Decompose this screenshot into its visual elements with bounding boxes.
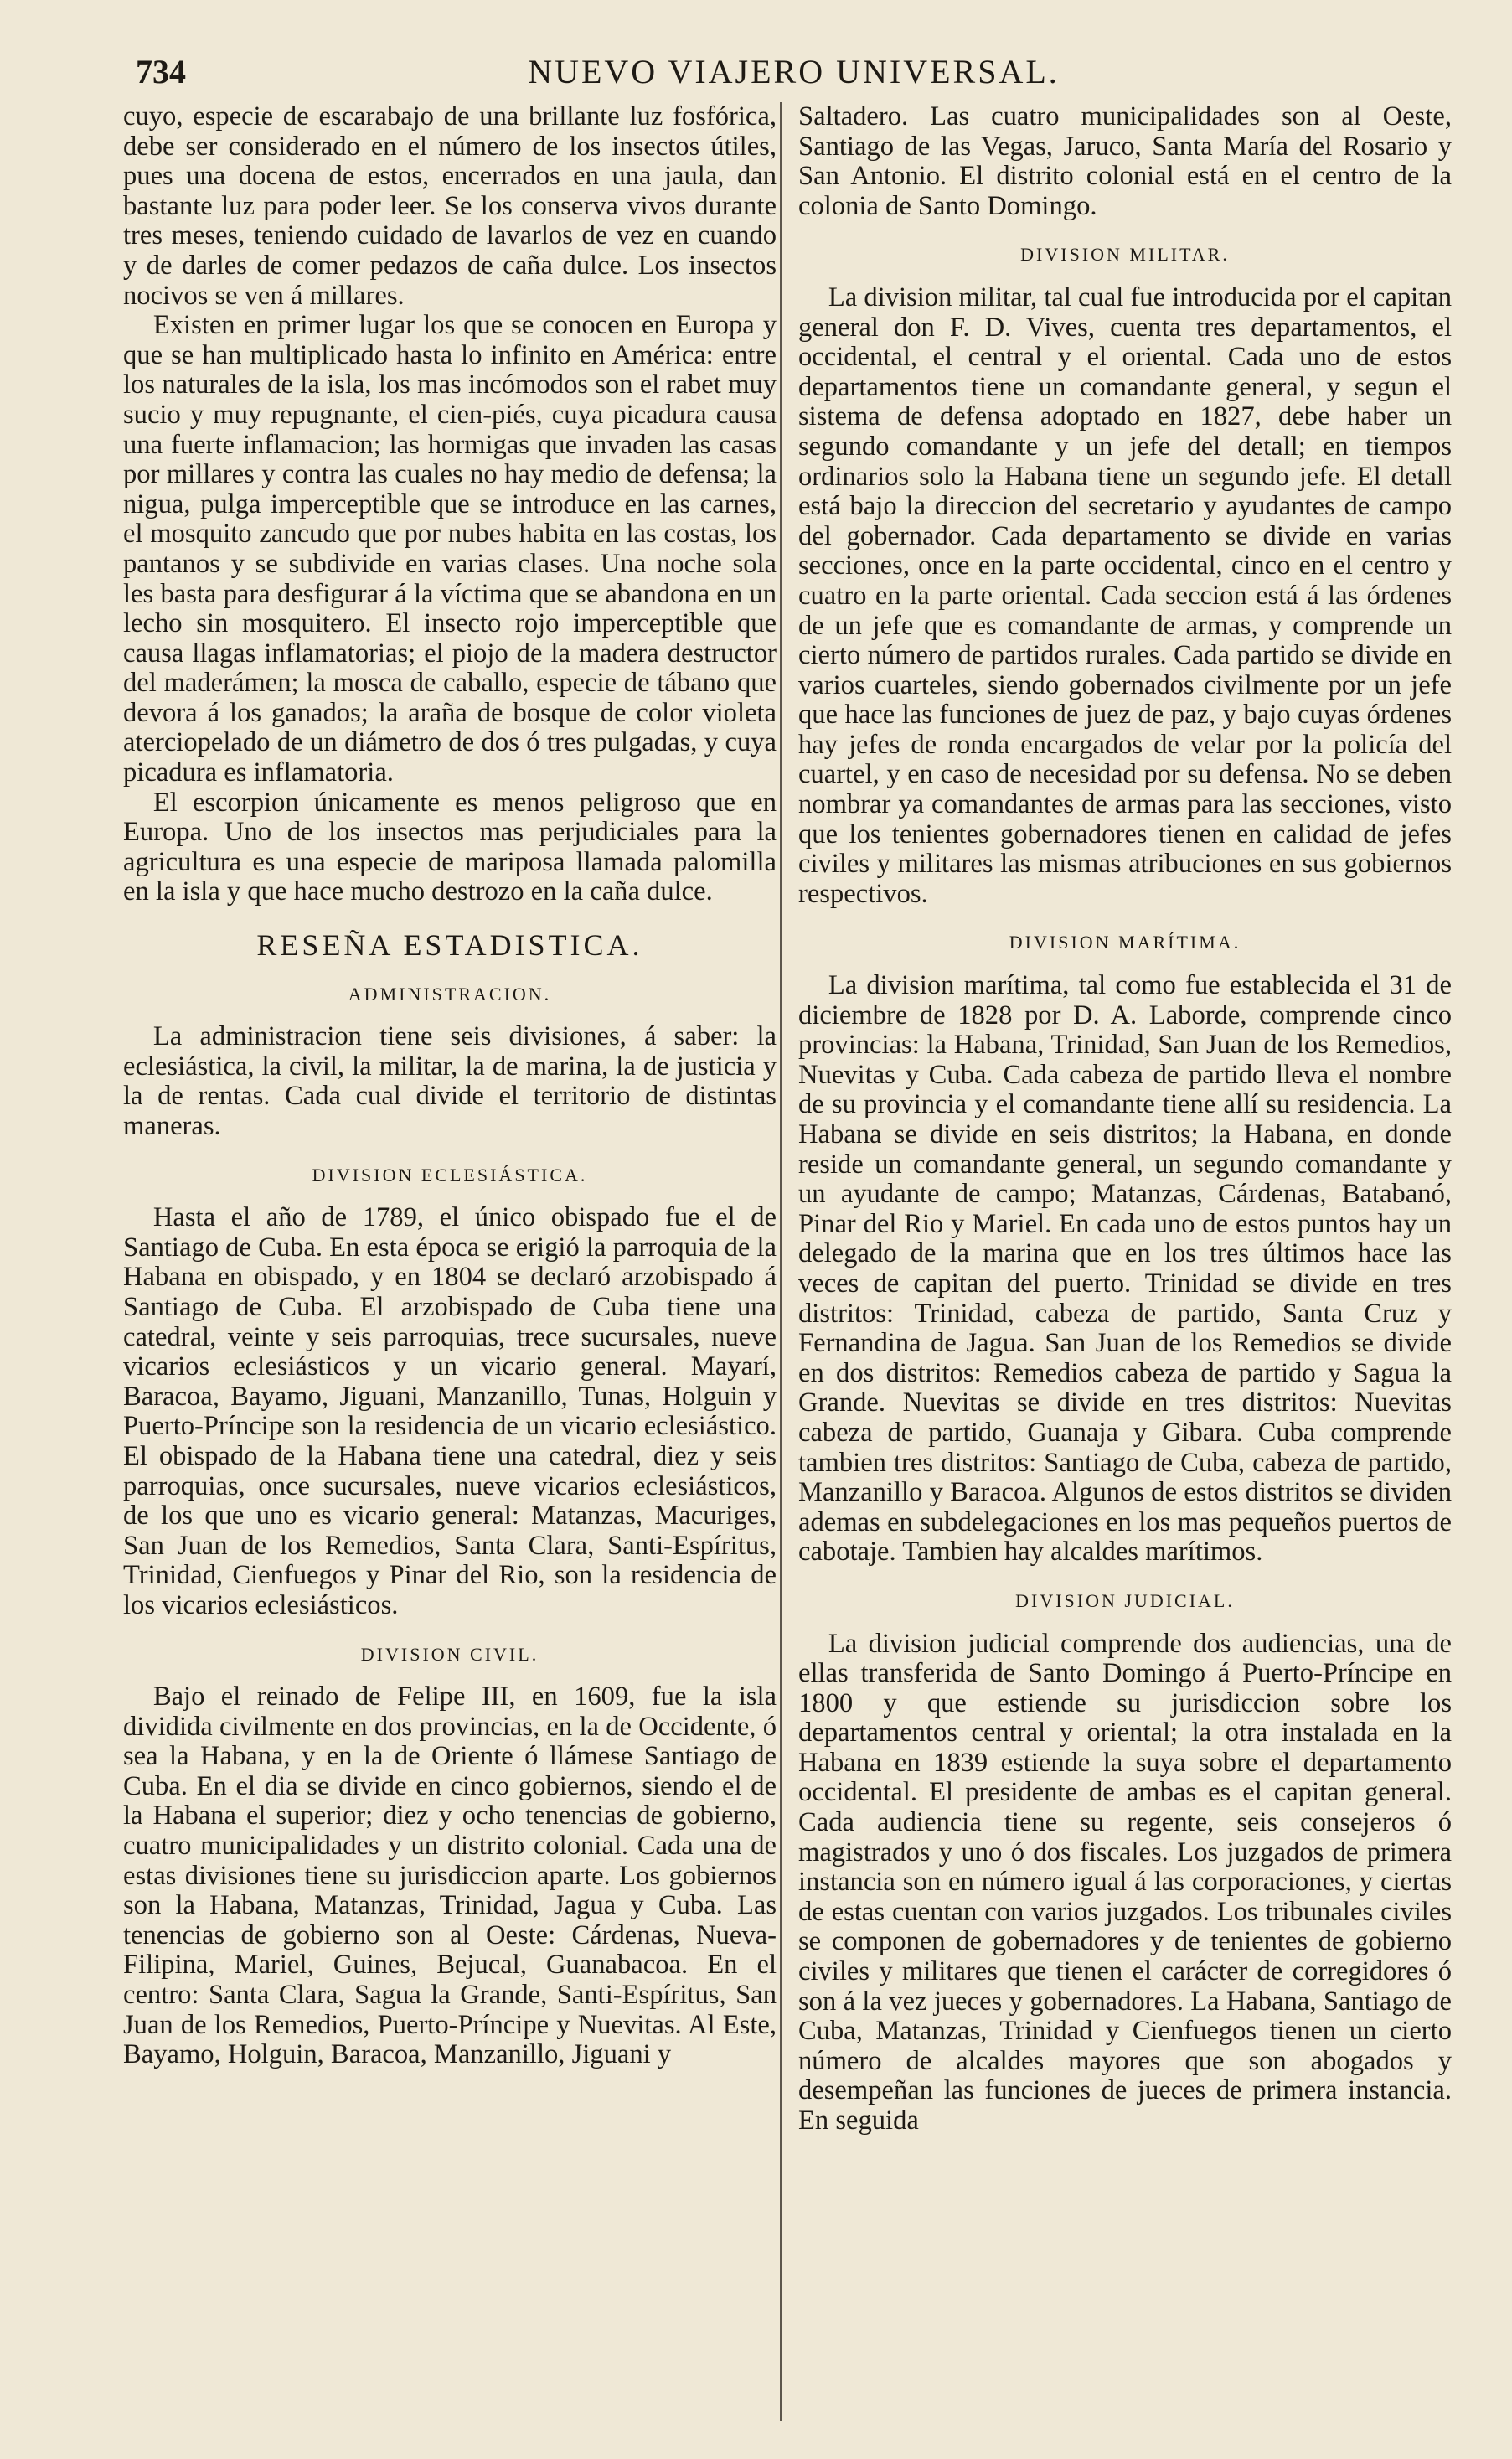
column-divider (780, 102, 782, 2421)
subheading-civil: DIVISION CIVIL. (360, 1643, 539, 1665)
paragraph-judicial: La division judicial comprende dos audiencias, una de ellas transferida de Santo Domingo á Puerto-Príncipe en 1800 y que estiende su jurisdiccion sobre los departamentos central y oriental; la otra instalada en la Habana en 1839 estiende la suya sobre el departamento occidental. El presidente de ambas es el capitan general. Cada audiencia tiene su regente, seis consejeros ó magistrados y uno ó dos fiscales. Los juzgados de primera instancia son en número igual á las corporaciones, y ciertas de estas cuentan con varios juzgados. Los tribunales civiles se componen de gobernadores y de tenientes de gobierno civiles y militares que tienen el carácter de corregidores ó son á la vez jueces y gobernadores. La Habana, Santiago de Cuba, Matanzas, Trinidad y Cienfuegos tienen un cierto número de alcaldes mayores que son abogados y desempeñan las funciones de jueces de primera instancia. En seguida (798, 1628, 1452, 2136)
subheading-judicial: DIVISION JUDICIAL. (1015, 1589, 1235, 1611)
paragraph-insects-harmful: Existen en primer lugar los que se conocen en Europa y que se han multiplicado hasta lo infinito en América: entre los naturales de la isla, los mas incómodos son el rabet muy sucio y muy repugnante, el cien-piés, cuya picadura causa una fuerte inflamacion; las hormigas que invaden las casas por millares y contra las cuales no hay medio de defensa; la nigua, pulga imperceptible que se introduce en las carnes, el mosquito zancudo que por nubes habita en las costas, los pantanos y se subdivide en varias clases. Una noche sola les basta para desfigurar á la víctima que se abandona en un lecho sin mosquitero. El insecto rojo imperceptible que causa llagas inflamatorias; el piojo de la madera destructor del maderámen; la mosca de caballo, especie de tábano que devora á los ganados; la araña de bosque de color violeta aterciopelado de un diámetro de dos ó tres pulgadas, y cuya picadura es inflamatoria. (123, 310, 777, 788)
paragraph-militar: La division militar, tal cual fue introducida por el capitan general don F. D. Vives, cuenta tres departamentos, el occidental, el central y el oriental. Cada uno de estos departamentos tiene un comandante general, y segun el sistema de defensa adoptado en 1827, debe haber un segundo comandante y un jefe del detall; en tiempos ordinarios solo la Habana tiene un segundo jefe. El detall está bajo la direccion del secretario y ayudantes de campo del gobernador. Cada departamento se divide en varias secciones, once en la parte occidental, cinco en el centro y cuatro en la parte oriental. Cada seccion está á las órdenes de un jefe que es comandante de armas, y comprende un cierto número de partidos rurales. Cada partido se divide en varios cuarteles, siendo gobernados civilmente por un jefe que hace las funciones de juez de paz, y bajo cuyas órdenes hay jefes de ronda encargados de velar por la policía del cuartel, y en caso de necesidad por su defensa. No se deben nombrar ya comandantes de armas para las secciones, visto que los tenientes gobernadores tienen en calidad de jefes civiles y militares las mismas atribuciones en sus gobiernos respectivos. (798, 282, 1452, 909)
running-title: NUEVO VIAJERO UNIVERSAL. (528, 53, 1060, 90)
subheading-eclesiastica: DIVISION ECLESIÁSTICA. (312, 1164, 588, 1186)
subheading-militar: DIVISION MILITAR. (1020, 244, 1230, 266)
section-heading-resena: RESEÑA ESTADISTICA. (256, 928, 643, 963)
paragraph-civil-continued: Saltadero. Las cuatro municipalidades son al Oeste, Santiago de las Vegas, Jaruco, Santa María del Rosario y San Antonio. El distrito colonial está en el centro de la colonia de Santo Domingo. (798, 101, 1452, 221)
left-column (123, 102, 777, 2070)
page-number: 734 (136, 53, 186, 90)
paragraph-civil: Bajo el reinado de Felipe III, en 1609, fue la isla dividida civilmente en dos provincias, en la de Occidente, ó sea la Habana, y en la de Oriente ó llámese Santiago de Cuba. En el dia se divide en cinco gobiernos, siendo el de la Habana el superior; diez y ocho tenencias de gobierno, cuatro municipalidades y un distrito colonial. Cada una de estas divisiones tiene su jurisdiccion aparte. Los gobiernos son la Habana, Matanzas, Trinidad, Jagua y Cuba. Las tenencias de gobierno son al Oeste: Cárdenas, Nueva-Filipina, Mariel, Guines, Bejucal, Guanabacoa. En el centro: Santa Clara, Sagua la Grande, Santi-Espíritus, San Juan de los Remedios, Puerto-Príncipe y Nuevitas. Al Este, Bayamo, Holguin, Baracoa, Manzanillo, Jiguani y (123, 1682, 777, 2070)
page-header (126, 52, 1462, 99)
paragraph-scorpion: El escorpion únicamente es menos peligroso que en Europa. Uno de los insectos mas perjudiciales para la agricultura es una especie de mariposa llamada palomilla en la isla y que hace mucho destrozo en la caña dulce. (123, 787, 777, 907)
paragraph-maritima: La division marítima, tal como fue establecida el 31 de diciembre de 1828 por D. A. Laborde, comprende cinco provincias: la Habana, Trinidad, San Juan de los Remedios, Nuevitas y Cuba. Cada cabeza de partido lleva el nombre de su provincia y el comandante tiene allí su residencia. La Habana se divide en seis distritos; la Habana, en donde reside un comandante general, un segundo comandante y un ayudante de campo; Matanzas, Cárdenas, Batabanó, Pinar del Rio y Mariel. En cada uno de estos puntos hay un delegado de la marina que en los tres últimos hace las veces de capitan del puerto. Trinidad se divide en tres distritos: Trinidad, cabeza de partido, Santa Cruz y Fernandina de Jagua. San Juan de los Remedios se divide en dos distritos: Remedios cabeza de partido y Sagua la Grande. Nuevitas se divide en tres distritos: Nuevitas cabeza de partido, Guanaja y Gibara. Cuba comprende tambien tres distritos: Santiago de Cuba, cabeza de partido, Manzanillo y Baracoa. Algunos de estos distritos se dividen ademas en subdelegaciones en los mas pequeños puertos de cabotaje. Tambien hay alcaldes marítimos. (798, 970, 1452, 1568)
subheading-administracion: ADMINISTRACION. (348, 983, 552, 1005)
paragraph-eclesiastica: Hasta el año de 1789, el único obispado fue el de Santiago de Cuba. En esta época se erigió la parroquia de la Habana en obispado, y en 1804 se declaró arzobispado á Santiago de Cuba. El arzobispado de Cuba tiene una catedral, veinte y seis parroquias, trece sucursales, nueve vicarios eclesiásticos y un vicario general. Mayarí, Baracoa, Bayamo, Jiguani, Manzanillo, Tunas, Holguin y Puerto-Príncipe son la residencia de un vicario eclesiástico. El obispado de la Habana tiene una catedral, diez y seis parroquias, once sucursales, nueve vicarios eclesiásticos, de los que uno es vicario general: Matanzas, Macuriges, San Juan de los Remedios, Santa Clara, Santi-Espíritus, Trinidad, Cienfuegos y Pinar del Rio, son la residencia de los vicarios eclesiásticos. (123, 1202, 777, 1620)
paragraph-administracion: La administracion tiene seis divisiones, á saber: la eclesiástica, la civil, la militar, la de marina, la de justicia y la de rentas. Cada cual divide el territorio de distintas maneras. (123, 1021, 777, 1141)
subheading-maritima: DIVISION MARÍTIMA. (1009, 932, 1241, 953)
right-column (798, 102, 1452, 2136)
paragraph-insects-luminous: cuyo, especie de escarabajo de una brillante luz fosfórica, debe ser considerado en el número de los insectos útiles, pues una docena de estos, encerrados en una jaula, dan bastante luz para poder leer. Se los conserva vivos durante tres meses, teniendo cuidado de lavarlos de vez en cuando y de darles de comer pedazos de caña dulce. Los insectos nocivos se ven á millares. (123, 101, 777, 311)
